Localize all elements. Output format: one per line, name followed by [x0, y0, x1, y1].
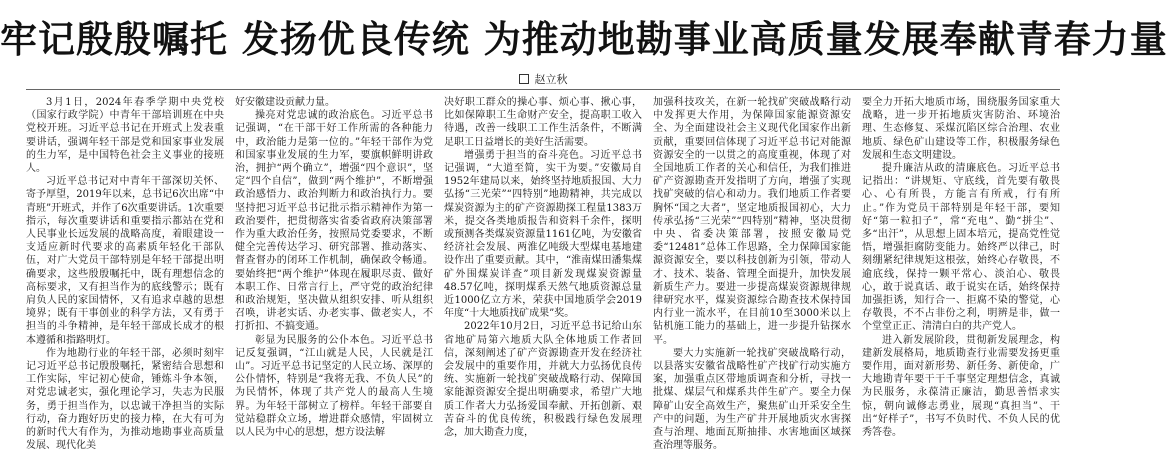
paragraph: 要全力开拓大地质市场，围绕服务国家重大战略，进一步开拓地质灾害防治、环境治理、生态修复、采煤沉陷区综合治理、农业地质、绿色矿山建设等工作，积极服务绿色发展和生态文明建设。	[862, 97, 1060, 161]
text-column-2	[235, 96, 433, 439]
paragraph: 作为地勘行业的年轻干部，必须时刻牢记习近平总书记殷殷嘱托，紧密结合思想和工作实际，牢记初心使命，锤炼斗争本领，对党忠诚老实，强化理论学习，失志为民服务，勇于担当作为，以忠诚干净担当的实际行动，奋力跑好历史的接力棒，在大有可为的新时代大有作为，为推动地勘事业高质量发展、现代化美	[26, 347, 224, 452]
headline-divider	[26, 89, 1060, 90]
paragraph: 加强科技攻关，在新一轮找矿突破战略行动中发挥更大作用，为保障国家能源资源安全、为全面建设社会主义现代化国家作出新贡献，重要回信体现了习近平总书记对能源资源安全的一以贯之的高度重视，体现了对全国地质工作者的关心和信任，为我们推进矿产资源勘查开发指明了方向，增强了实现找矿突破的信心和动力。我们地质工作者要胸怀“国之大者”，坚定地质报国初心，大力传承弘扬“三光荣”“四特别”精神，坚决贯彻中央、省委决策部署，按照安徽局党委“12481”总体工作思路，全力保障国家能源资源安全，要以科技创新为引领，带动人才、技术、装备、管理全面提升，加快发展新质生产力。要进一步提高煤炭资源规律规律研究水平，煤炭资源综合勘查技术保持国内行业一流水平，在目前10至3000米以上钻机施工能力的基础上，进一步提升钻探水平。	[653, 97, 851, 346]
text-column-1	[26, 96, 224, 452]
paragraph: 增强勇于担当的奋斗亮色。习近平总书记强调，“大道至简，实干为要。”安徽局自1952年建局以来，始终坚持地质报国、大力弘扬“三光荣”“四特别”地勘精神，共完成以煤炭资源为主的矿产资源勘探工程量1383万米，提交各类地质报告和资料千余件，探明或预测各类煤炭资源量1161亿吨，为安徽省经济社会发展、两淮亿吨级大型煤电基地建设作出了重要贡献。其中，“淮南煤田潘集煤矿外围煤炭详查”项目新发现煤炭资源量48.57亿吨，探明煤系天然气地质资源总量近1000亿立方米，荣获中国地质学会2019年度“十大地质找矿成果”奖。	[444, 149, 642, 320]
article-headline: 牢记殷殷嘱托 发扬优良传统 为推动地勘事业高质量发展奉献青春力量	[0, 18, 1168, 61]
paragraph: 2022年10月2日，习近平总书记给山东省地矿局第六地质大队全体地质工作者回信，深刻阐述了矿产资源勘查开发在经济社会发展中的重要作用，并就大力弘扬优良传统、实施新一轮找矿突破战略行动、保障国家能源资源安全提出明确要求，希望广大地质工作者大力弘扬爱国奉献、开拓创新、艰苦奋斗的优良传统，积极践行绿色发展理念，加大勘查力度，	[444, 321, 642, 439]
paragraph: 要大力实施新一轮找矿突破战略行动，以县落实安徽省战略性矿产找矿行动实施方案，加强重点区带地质调查和分析，寻找一批煤、煤层气和煤系共伴生矿产。要全力保障矿山安全高效生产，聚焦矿山开采安全生产中的问题，为生产矿井开展地质灾水害探查与治理、地面瓦斯抽排、水害地面区域探查治理等服务。	[653, 347, 851, 452]
author-name: 赵立秋	[534, 73, 568, 86]
text-column-3	[444, 96, 642, 439]
paragraph: 好安徽建设贡献力量。	[235, 97, 335, 108]
text-column-4	[653, 96, 851, 452]
paragraph: 进入新发展阶段，贯彻新发展理念，构建新发展格局，地质勘查行业需要发扬更重要作用，面对新形势、新任务、新使命，广大地勘青年要干干千事坚定理想信念，真诚为民服务，永葆清正廉洁，勤思善悟求实惊，朝向诚修志勇业，展现“真担当”、干出“好样子”，书写不负时代、不负人民的优秀答卷。	[862, 334, 1060, 439]
paragraph: 彰显为民服务的公仆本色。习近平总书记反复强调，“江山就是人民，人民就是江山”。习近平总书记坚定的人民立场、深厚的公仆情怀，特别是“我将无我、不负人民”的为民情怀，体现了共产党人的最高人生境界。为年轻干部树立了榜样。年轻干部要自觉站稳群众立场，增进群众感情，牢固树立以人民为中心的思想，想方设法解	[235, 334, 433, 439]
paragraph: 3月1日，2024年春季学期中央党校（国家行政学院）中青年干部培训班在中央党校开班。习近平总书记在开班式上发表重要讲话，强调年轻干部是党和国家事业发展的生力军，是中国特色社会主义事业的接班人。	[26, 97, 224, 175]
paragraph: 决好职工群众的操心事、烦心事、揪心事，比如保障职工生命财产安全，提高职工收入待遇，改善一线职工工作生活条件，不断满足职工日益增长的美好生活需要。	[444, 97, 642, 148]
byline-square-icon	[519, 74, 529, 84]
paragraph: 提升廉洁从政的清廉底色。习近平总书记指出：“讲规矩、守底线，首先要有敬畏心、心有所畏，方能言有所戒，行有所止。”作为党员干部特别是年轻干部，要知好“第一粒扣子”，常“充电”、勤“拼尘”、多“出汗”，从思想上固本培元，提高党性觉悟，增强拒腐防变能力。始终严以律己，时刻绷紧纪律规矩这根弦，始终心存敬畏，不逾底线，保持一颗平常心、淡泊心、敬畏心，敢于说真话、敢于说实在话，始终保持加强拒诱，知行合一、拒腐不染的警觉，心存敬畏，不不占非份之利，明辨是非，做一个堂堂正正、清清白白的共产党人。	[862, 163, 1060, 333]
article-body	[26, 96, 1060, 452]
paragraph: 操亮对党忠诚的政治底色。习近平总书记强调，“在干部干好工作所需的各种能力中，政治能力是第一位的。”年轻干部作为党和国家事业发展的生力军，要旗帜鲜明讲政治，拥护“两个确立”，增强“四个意识”，坚定“四个自信”，做到“两个维护”，不断增强政治感悟力、政治判断力和政治执行力。要坚持把习近平总书记批示指示精神作为第一政治要件，把贯彻落实省委省政府决策部署作为重大政治任务，按照局党委要求，不断健全完善传达学习、研究部署、推动落实、督查督办的闭环工作机制，确保政令畅通。要始终把“两个维护”体现在履职尽责、做好本职工作、日常言行上，严守党的政治纪律和政治规矩，坚决做从组织安排、听从组织召唤，讲老实话、办老实事、做老实人，不打折扣、不搞变通。	[235, 110, 433, 333]
text-column-5	[862, 96, 1060, 439]
article-byline	[0, 72, 1086, 88]
paragraph: 习近平总书记对中青年干部深切关怀、寄予厚望，2019年以来，总书记6次出席“中青班”开班式，并作了6次重要讲话。1次重要指示，每次重要讲话和重要指示都站在党和人民事业长远发展的战略高度，着眼建设一支适应新时代要求的高素质年轻化干部队伍，对广大党员干部特别是年轻干部提出明确要求，这些殷殷嘱托中，既有理想信念的高标要求，又有担当作为的底线警示；既有肩负人民的家国情怀，又有追求卓越的思想境界；既有干事创业的科学方法，又有勇于担当的斗争精神，是年轻干部成长成才的根本遵循和指路明灯。	[26, 176, 224, 346]
